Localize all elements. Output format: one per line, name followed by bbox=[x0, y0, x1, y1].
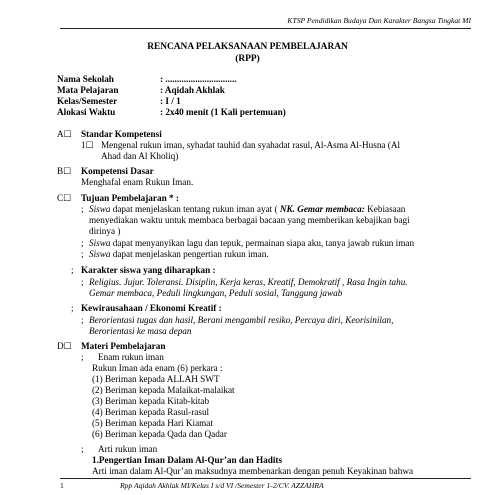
objective-line bbox=[89, 204, 405, 214]
objective-line bbox=[89, 238, 414, 248]
karakter-line: Gemar membaca, Peduli lingkungan, Peduli sosial, Tanggung jawab bbox=[89, 288, 343, 298]
material-paragraph: Arti iman dalam Al-Qur’an maksudnya membenarkan dengan penuh Keyakinan bahwa bbox=[92, 466, 414, 476]
section-b-text: Menghafal enam Rukun Iman. bbox=[81, 177, 194, 187]
identity-label-class: Kelas/Semester bbox=[57, 96, 118, 106]
kewirausahaan-line: Berorientasi ke masa depan bbox=[89, 326, 192, 336]
bullet: ; bbox=[71, 303, 74, 313]
list-item: (6) Beriman kepada Qada dan Qadar bbox=[92, 429, 227, 439]
kewirausahaan-heading-text: Kewirausahaan / Ekonomi Kreatif bbox=[81, 303, 217, 313]
section-c-heading: Tujuan Pembelajaran * : bbox=[81, 193, 179, 203]
list-item: (3) Beriman kepada Kitab-kitab bbox=[92, 396, 210, 406]
section-a-mark: A☐ bbox=[57, 129, 72, 139]
material-subheading: Enam rukun iman bbox=[98, 352, 164, 362]
identity-value-time: : 2x40 menit (1 Kali pertemuan) bbox=[160, 107, 286, 117]
material-section-title: 1.Pengertian Iman Dalam Al-Qur’an dan Hadits bbox=[92, 455, 283, 465]
material-intro: Rukun Iman ada enam (6) perkara : bbox=[92, 363, 223, 373]
section-a-item-line: Ahad dan Al Kholiq) bbox=[101, 151, 179, 161]
bullet: ; bbox=[81, 277, 84, 287]
identity-label-time: Alokasi Waktu bbox=[57, 107, 116, 117]
material-subheading: Arti rukun iman bbox=[98, 444, 158, 454]
document-subtitle: (RPP) bbox=[235, 54, 260, 64]
objective-subject: Siswa bbox=[89, 238, 111, 248]
kewirausahaan-heading bbox=[81, 303, 222, 313]
objective-subject: Siswa bbox=[89, 204, 111, 214]
objective-line bbox=[89, 249, 269, 259]
objective-line: dirinya ) bbox=[89, 226, 121, 236]
objective-text: dapat menjelaskan tentang rukun iman ayat ( bbox=[110, 204, 280, 214]
list-item: (2) Beriman kepada Malaikat-malaikat bbox=[92, 385, 235, 395]
objective-text: Kebiasaan bbox=[364, 204, 406, 214]
karakter-heading bbox=[81, 265, 216, 275]
section-a-item-line: Mengenal rukun iman, syhadat tauhid dan syahadat rasul, Al-Asma Al-Husna (Al bbox=[101, 140, 401, 150]
kewirausahaan-colon: : bbox=[216, 303, 222, 313]
objective-text: dapat menjelaskan pengertian rukun iman. bbox=[110, 249, 269, 259]
bullet: ; bbox=[81, 238, 84, 248]
bullet: ; bbox=[81, 204, 84, 214]
section-d-heading: Materi Pembelajaran bbox=[81, 341, 166, 351]
identity-label-school: Nama Sekolah bbox=[57, 74, 114, 84]
kewirausahaan-line: Berorientasi tugas dan hasil, Berani mengambil resiko, Percaya diri, Keorisinilan, bbox=[89, 315, 394, 325]
identity-value-subject: : Aqidah Akhlak bbox=[160, 85, 225, 95]
section-b-heading: Kompetensi Dasar bbox=[81, 166, 154, 176]
list-item: (4) Beriman kepada Rasul-rasul bbox=[92, 407, 210, 417]
identity-value-school: : ............................... bbox=[160, 74, 237, 84]
footer-rule bbox=[60, 478, 471, 479]
identity-value-class: : I / 1 bbox=[160, 96, 181, 106]
header-rule bbox=[60, 28, 471, 29]
bullet: ; bbox=[81, 315, 84, 325]
bullet: ; bbox=[71, 265, 74, 275]
bullet: ; bbox=[81, 444, 84, 454]
objective-text: dapat menyanyikan lagu dan tepuk, permainan siapa aku, tanya jawab rukun iman bbox=[110, 238, 415, 248]
section-a-heading: Standar Kompetensi bbox=[81, 129, 162, 139]
running-header: KTSP Pendidikan Budaya Dan Karakter Bangsa Tingkat MI bbox=[287, 16, 471, 25]
objective-line: menyediakan waktu untuk membaca berbagai bacaan yang memberikan kebajikan bagi bbox=[89, 215, 410, 225]
document-title: RENCANA PELAKSANAAN PEMBELAJARAN bbox=[147, 42, 348, 52]
section-d-mark: D☐ bbox=[57, 341, 72, 351]
bullet: ; bbox=[81, 249, 84, 259]
section-b-mark: B☐ bbox=[57, 166, 72, 176]
page-number: 1 bbox=[60, 481, 64, 490]
list-item: (1) Beriman kepada ALLAH SWT bbox=[92, 374, 220, 384]
footer-text: Rpp Aqidah Akhlak MI/Kelas I s/d VI /Semester 1-2/CV. AZZAHRA bbox=[120, 481, 324, 490]
section-c-mark: C☐ bbox=[57, 193, 72, 203]
objective-subject: Siswa bbox=[89, 249, 111, 259]
karakter-colon: : bbox=[210, 265, 216, 275]
list-item: (5) Beriman kepada Hari Kiamat bbox=[92, 418, 213, 428]
karakter-line: Religius. Jujur. Toleransi. Disiplin, Kerja keras, Kreatif, Demokratif , Rasa Ingin tahu. bbox=[89, 277, 408, 287]
character-value-tag: NK. Gemar membaca: bbox=[279, 204, 365, 214]
karakter-heading-text: Karakter siswa yang diharapkan bbox=[81, 265, 211, 275]
identity-label-subject: Mata Pelajaran bbox=[57, 85, 119, 95]
section-a-item-number: 1☐ bbox=[81, 140, 94, 150]
bullet: ; bbox=[81, 352, 84, 362]
